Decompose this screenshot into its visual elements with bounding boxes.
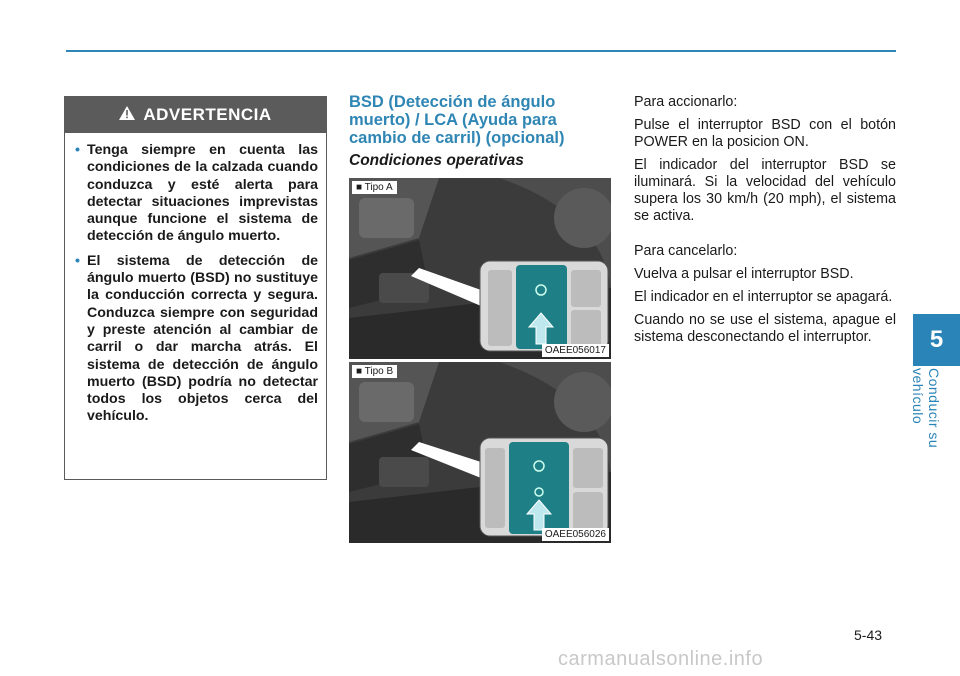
paragraph: Para accionarlo: xyxy=(634,94,738,110)
warning-box xyxy=(64,96,327,480)
chapter-tab: 5 xyxy=(913,314,960,366)
warning-item: • El sistema de detección de ángulo muerto (BSD) no sustituye la conducción correcta y segura. Conduzca siempre con seguridad y preste atención al cambiar de carril o dar marcha atrás. El sistema de detección de ángulo muerto (BSD) podría no detectar todos los objetos cerca del vehículo. xyxy=(75,252,318,425)
figure-tag: ■ Tipo A xyxy=(352,181,397,194)
warning-item: • Tenga siempre en cuenta las condiciones de la calzada cuando conduzca y esté alerta para detectar situaciones imprevistas aunque funcione el sistema de detección de ángulo muerto. xyxy=(75,142,318,245)
top-rule xyxy=(66,50,896,52)
paragraph: Cuando no se use el sistema, apague el sistema desconectando el interruptor. xyxy=(634,312,896,345)
section-title: BSD (Detección de ángulo muerto) / LCA (Ayuda para cambio de carril) (opcional) xyxy=(349,93,565,147)
warning-header xyxy=(65,97,326,133)
paragraph: Pulse el interruptor BSD con el botón POWER en la posicion ON. xyxy=(634,117,896,150)
paragraph: El indicador en el interruptor se apagará. xyxy=(634,289,893,305)
bullet-icon: • xyxy=(75,142,80,158)
figure-tag: ■ Tipo B xyxy=(352,365,397,378)
paragraph: El indicador del interruptor BSD se iluminará. Si la velocidad del vehículo supera los 30 km/h (20 mph), el sistema se activa. xyxy=(634,157,896,224)
warning-list xyxy=(65,133,326,426)
paragraph: Para cancelarlo: xyxy=(634,243,738,259)
instructions-column xyxy=(634,94,896,352)
chapter-label: Conducir su vehículo xyxy=(910,368,942,449)
dashboard-illustration xyxy=(349,362,611,543)
warning-title: ADVERTENCIA xyxy=(143,105,272,124)
figure-type-b xyxy=(349,362,611,543)
figure-code: OAEE056017 xyxy=(542,344,609,357)
figure-code: OAEE056026 xyxy=(542,528,609,541)
warning-triangle-icon xyxy=(119,105,135,125)
section-subtitle: Condiciones operativas xyxy=(349,152,524,169)
watermark: carmanualsonline.info xyxy=(558,648,764,670)
paragraph: Vuelva a pulsar el interruptor BSD. xyxy=(634,266,854,282)
dashboard-illustration xyxy=(349,178,611,359)
figure-type-a xyxy=(349,178,611,359)
page-number: 5-43 xyxy=(854,627,883,643)
bullet-icon: • xyxy=(75,252,80,269)
